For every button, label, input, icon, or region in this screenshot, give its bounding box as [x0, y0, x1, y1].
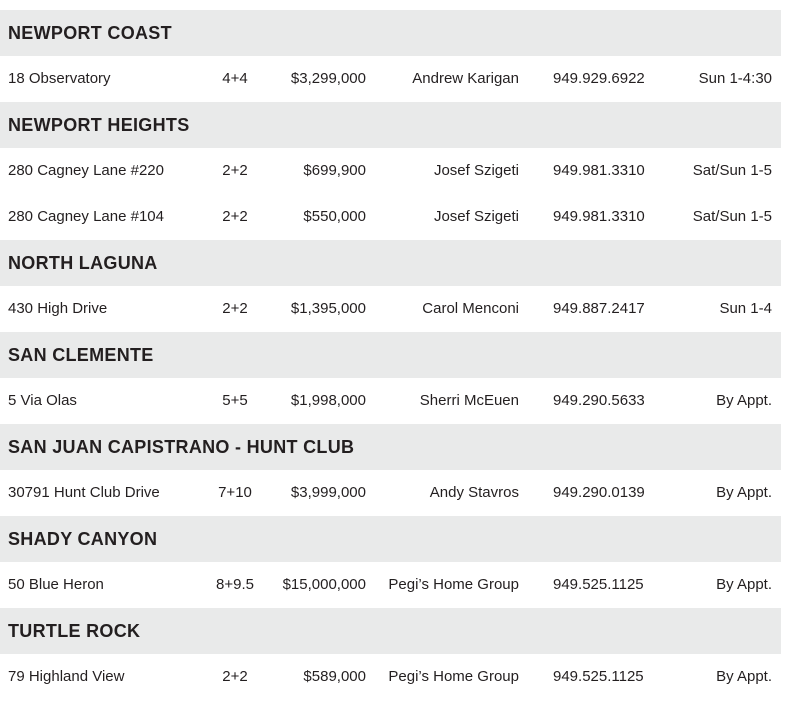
listing-bed-bath: 4+4	[222, 70, 248, 87]
listing-agent: Carol Menconi	[422, 300, 519, 317]
listing-address: 280 Cagney Lane #220	[8, 162, 164, 179]
listing-phone: 949.290.0139	[553, 484, 645, 501]
listing-agent: Josef Szigeti	[433, 162, 519, 179]
section-header: TURTLE ROCK	[0, 608, 781, 654]
listing-bed-bath: 7+10	[218, 484, 252, 501]
listing-phone: 949.525.1125	[553, 576, 644, 593]
section-header: NORTH LAGUNA	[0, 240, 781, 286]
listing-row	[0, 378, 781, 424]
listing-address: 430 High Drive	[8, 300, 108, 317]
listing-row	[0, 286, 781, 332]
listing-address: 50 Blue Heron	[8, 576, 104, 593]
listing-agent: Pegi’s Home Group	[388, 668, 519, 685]
listing-phone: 949.929.6922	[553, 70, 645, 87]
listing-price: $589,000	[303, 668, 366, 685]
listing-phone: 949.290.5633	[553, 392, 645, 409]
listing-price: $3,299,000	[290, 70, 366, 87]
listing-row	[0, 56, 781, 102]
listing-price: $550,000	[303, 208, 366, 225]
listing-hours: By Appt.	[716, 392, 772, 409]
listing-phone: 949.981.3310	[553, 208, 645, 225]
listing-agent: Sherri McEuen	[419, 392, 519, 409]
listing-bed-bath: 2+2	[222, 668, 248, 685]
listing-row	[0, 470, 781, 516]
listing-phone: 949.525.1125	[553, 668, 644, 685]
listing-bed-bath: 5+5	[222, 392, 248, 409]
listing-hours: Sun 1-4:30	[698, 70, 772, 87]
listing-address: 18 Observatory	[8, 70, 111, 87]
section-header: SAN JUAN CAPISTRANO - HUNT CLUB	[0, 424, 781, 470]
listing-row	[0, 654, 781, 700]
listing-agent: Andy Stavros	[429, 484, 519, 501]
listing-hours: Sun 1-4	[719, 300, 772, 317]
section-header: SAN CLEMENTE	[0, 332, 781, 378]
section-header: NEWPORT HEIGHTS	[0, 102, 781, 148]
listing-bed-bath: 2+2	[222, 162, 248, 179]
listing-bed-bath: 2+2	[222, 300, 248, 317]
listing-hours: By Appt.	[716, 576, 772, 593]
listing-price: $15,000,000	[282, 576, 366, 593]
listing-address: 5 Via Olas	[8, 392, 77, 409]
listing-row	[0, 194, 781, 240]
listing-price: $1,395,000	[290, 300, 366, 317]
listing-row	[0, 148, 781, 194]
listings-table	[0, 10, 781, 700]
listing-phone: 949.981.3310	[553, 162, 645, 179]
listing-address: 280 Cagney Lane #104	[8, 208, 164, 225]
listing-address: 79 Highland View	[8, 668, 125, 685]
listing-price: $1,998,000	[290, 392, 366, 409]
listing-hours: Sat/Sun 1-5	[692, 208, 772, 225]
listing-agent: Pegi’s Home Group	[388, 576, 519, 593]
listing-hours: By Appt.	[716, 668, 772, 685]
listing-price: $699,900	[303, 162, 366, 179]
listing-phone: 949.887.2417	[553, 300, 645, 317]
listing-hours: Sat/Sun 1-5	[692, 162, 772, 179]
listing-bed-bath: 8+9.5	[216, 576, 254, 593]
listing-address: 30791 Hunt Club Drive	[8, 484, 160, 501]
listing-agent: Andrew Karigan	[412, 70, 519, 87]
listing-bed-bath: 2+2	[222, 208, 248, 225]
listing-hours: By Appt.	[716, 484, 772, 501]
section-header: SHADY CANYON	[0, 516, 781, 562]
listing-row	[0, 562, 781, 608]
listing-agent: Josef Szigeti	[433, 208, 519, 225]
listing-price: $3,999,000	[290, 484, 366, 501]
section-header: NEWPORT COAST	[0, 10, 781, 56]
